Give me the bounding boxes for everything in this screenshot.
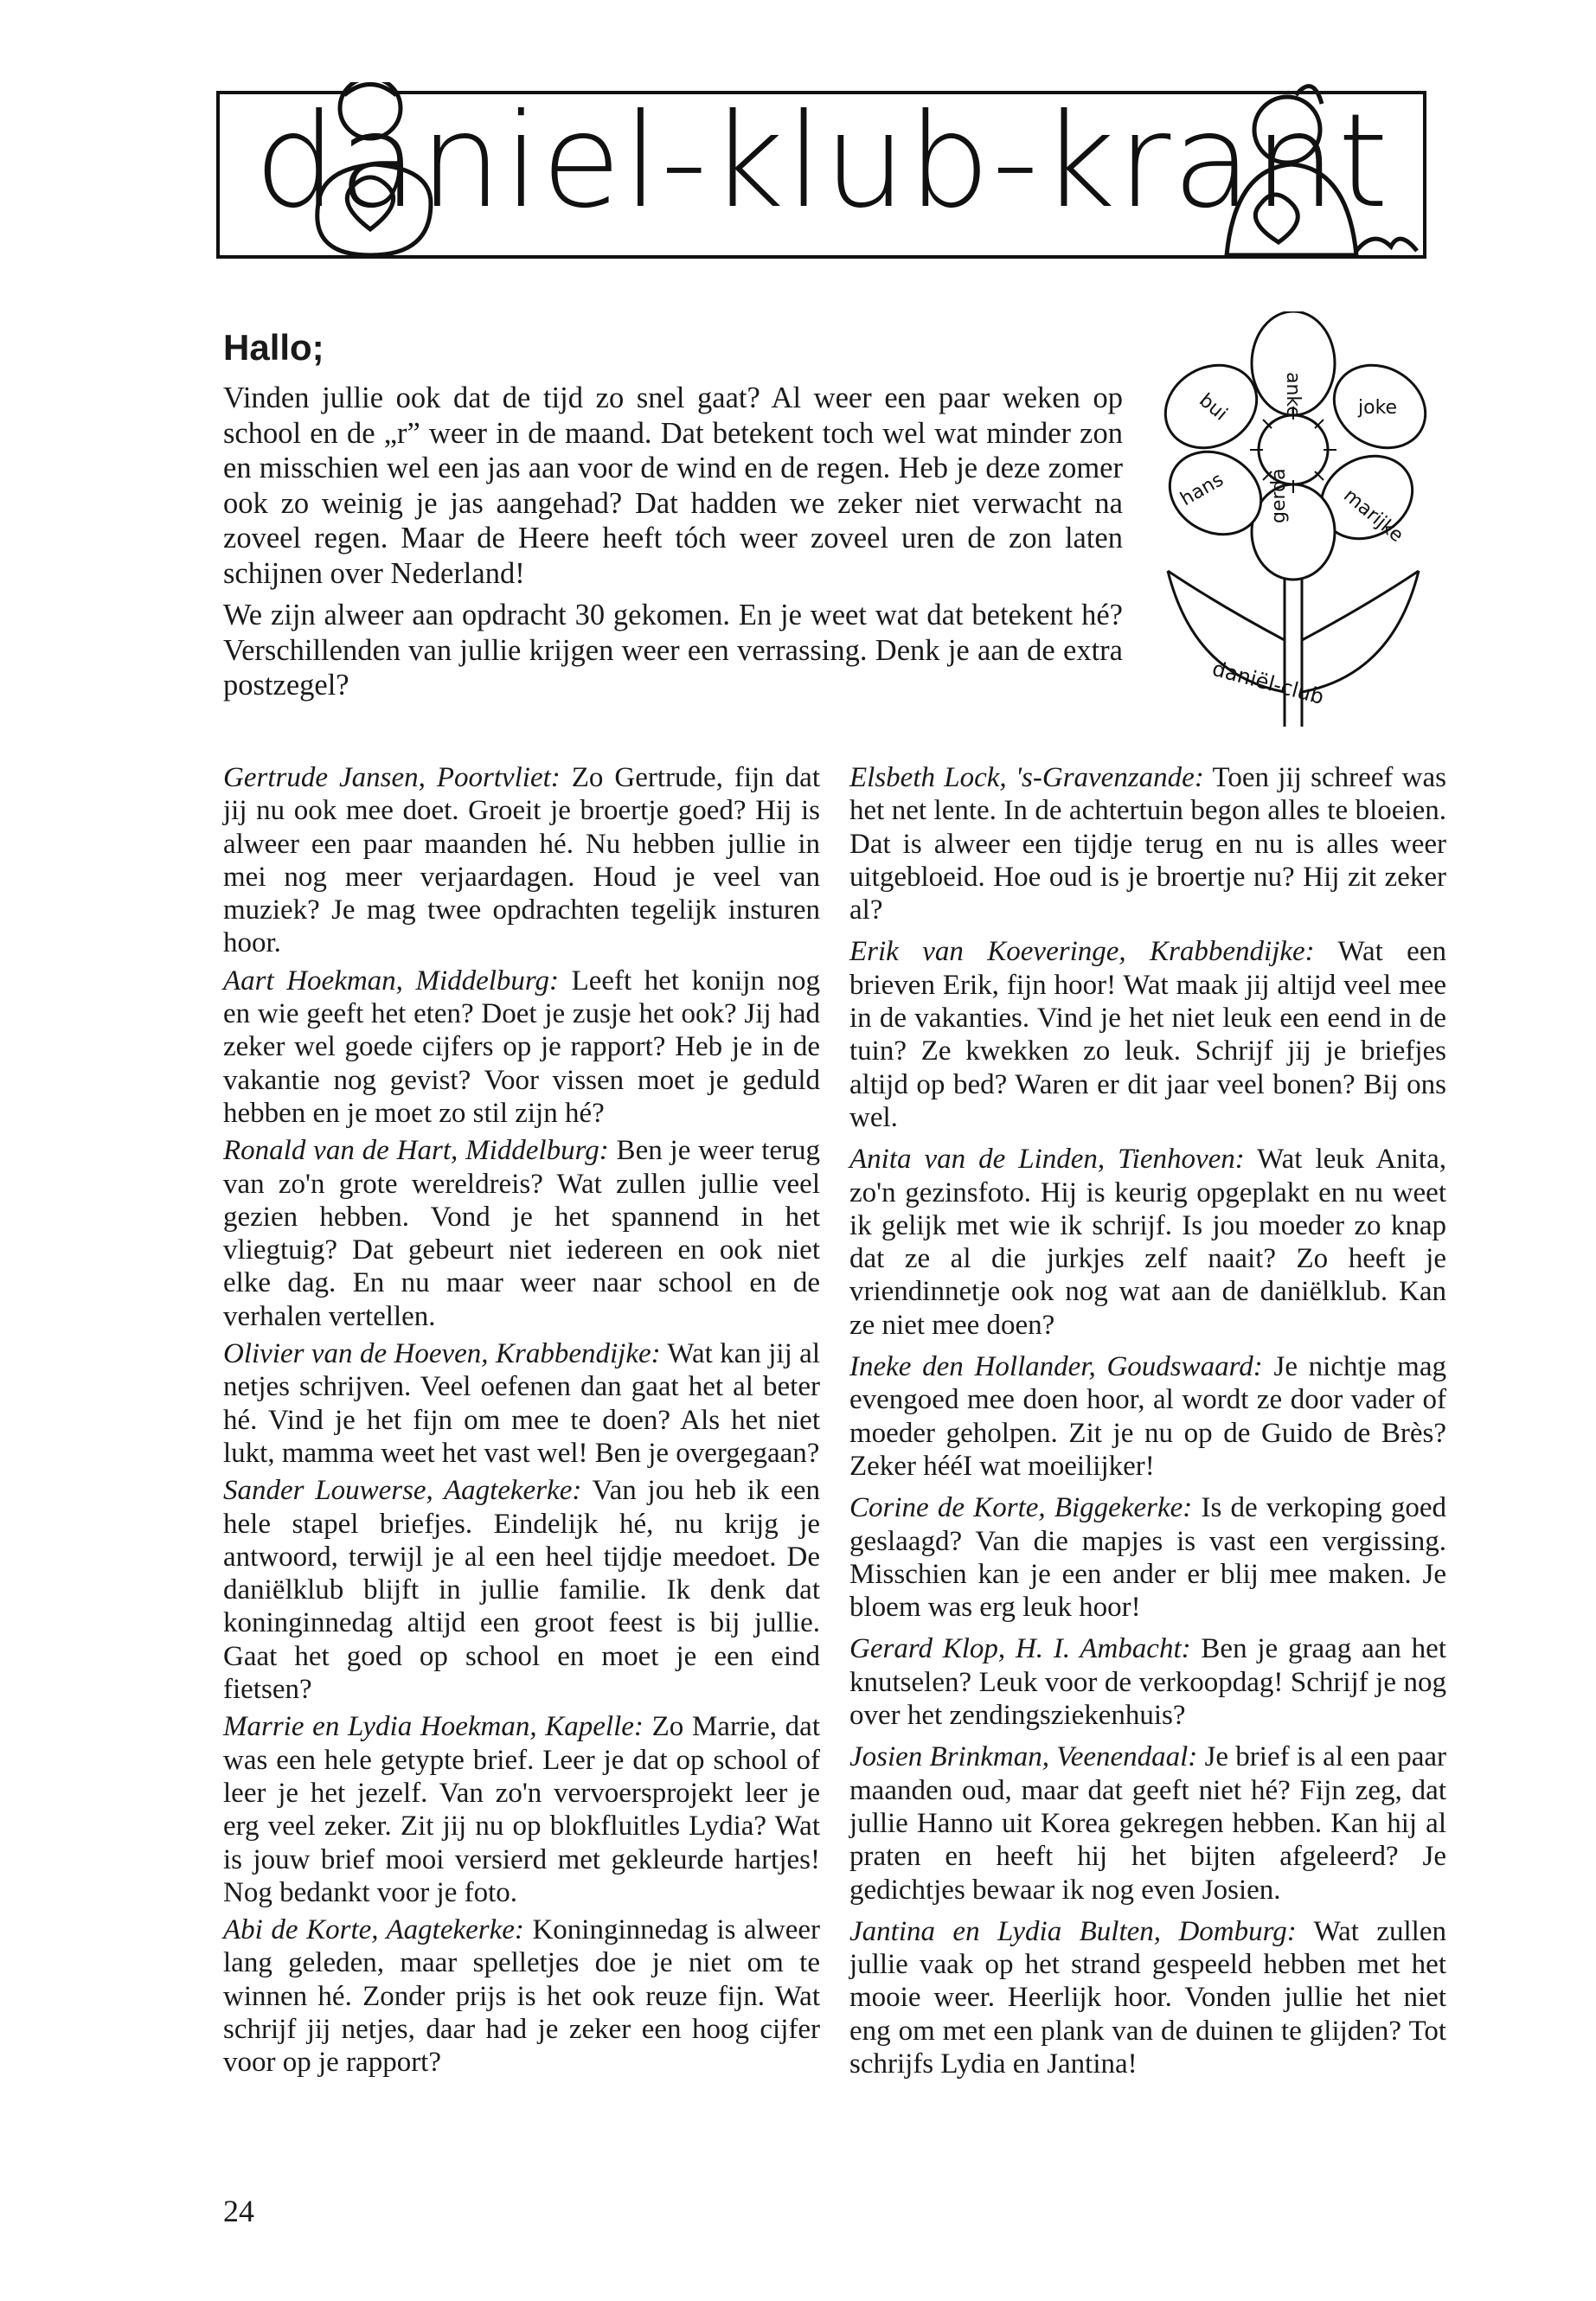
reply-text: Koninginnedag is alweer lang geleden, maar spelletjes doe je niet om te winnen hé. Zonder prijs is het ook reuze fijn. Wat schrijf jij netjes, daar had je zeker een hoog cijfer voor op je rapport? — [223, 1914, 820, 2079]
letter-reply — [223, 965, 820, 1130]
masthead — [215, 82, 1430, 268]
reply-text: Wat leuk Anita, zo'n gezinsfoto. Hij is keurig opgeplakt en nu weet ik gelijk met wie ik schrijf. Is jou moeder zo knap dat ze al die jurkjes zelf naait? Zo heeft je vriendinnetje ook nog wat aan de daniëlklub. Kan ze niet mee doen? — [849, 1144, 1446, 1341]
petal-label: hans — [1176, 469, 1227, 511]
letter-reply — [223, 761, 820, 960]
petal-label: marijke — [1339, 484, 1407, 548]
reply-text: Je nichtje mag evengoed mee doen hoor, al wordt ze door vader of moeder geholpen. Zit je nu op de Guido de Brès? Zeker hééI wat moeilijker! — [849, 1351, 1447, 1482]
reply-text: Leeft het konijn nog en wie geeft het eten? Doet je zusje het ook? Jij had zeker wel goede cijfers op je rapport? Heb je in de vakantie nog gevist? Voor vissen moet je geduld hebben en je moet zo stil zijn hé? — [223, 965, 820, 1129]
reply-recipient: Corine de Korte, Biggekerke: — [849, 1492, 1193, 1524]
reply-recipient: Elsbeth Lock, 's-Gravenzande: — [849, 762, 1204, 793]
reply-text: Wat zullen jullie vaak op het strand gespeeld hebben met het mooie weer. Heerlijk hoor. Vonden jullie het niet eng om met een plank van de duinen te glijden? Tot schrijfs Lydia en Jantina! — [849, 1915, 1446, 2080]
intro-paragraph: We zijn alweer aan opdracht 30 gekomen. En je weet wat dat betekent hé? Verschillenden van jullie krijgen weer een verrassing. Denk je aan de extra postzegel? — [223, 599, 1123, 702]
letter-reply — [223, 1710, 820, 1909]
reply-recipient: Gertrude Jansen, Poortvliet: — [223, 762, 561, 793]
reply-recipient: Erik van Koeveringe, Krabbendijke: — [849, 936, 1315, 968]
reply-recipient: Anita van de Linden, Tienhoven: — [849, 1144, 1245, 1176]
reply-text: Is de verkoping goed geslaagd? Van die mapjes is vast een vergissing. Misschien kan je een ander er blij mee maken. Je bloem was erg leuk hoor! — [849, 1492, 1446, 1624]
petal-icon — [1252, 484, 1335, 580]
reply-recipient: Aart Hoekman, Middelburg: — [223, 965, 560, 997]
greeting-heading: Hallo; — [223, 327, 324, 368]
letter-reply — [849, 1740, 1446, 1906]
reply-recipient: Jantina en Lydia Bulten, Domburg: — [849, 1915, 1297, 1947]
reply-recipient: Josien Brinkman, Veenendaal: — [849, 1741, 1198, 1773]
reply-text: Ben je graag aan het knutselen? Leuk voor de verkoopdag! Schrijf je nog over het zendingsziekenhuis? — [849, 1633, 1446, 1732]
masthead-title: daniel-klub-krant — [253, 87, 1391, 237]
letter-reply — [223, 1913, 820, 2079]
reply-text: Zo Marrie, dat was een hele getypte brief. Leer je dat op school of leer je het jezelf. Van zo'n vervoersprojekt leer je erg veel zeker. Zit jij nu op blokfluitles Lydia? Wat is jouw brief mooi versierd met gekleurde hartjes! Nog bedankt voor je foto. — [223, 1711, 820, 1908]
letter-reply — [223, 1134, 820, 1333]
reply-recipient: Marrie en Lydia Hoekman, Kapelle: — [223, 1711, 644, 1743]
letter-reply — [849, 1350, 1446, 1483]
daniel-club-flower-logo — [1151, 311, 1436, 727]
letter-reply — [223, 1337, 820, 1470]
left-column — [223, 761, 820, 2084]
petal-label: gerda — [1268, 468, 1290, 523]
stem-label: daniël-club — [1209, 656, 1327, 710]
petal-label: joke — [1358, 397, 1398, 419]
reply-recipient: Gerard Klop, H. I. Ambacht: — [849, 1633, 1191, 1665]
letter-reply — [849, 935, 1446, 1134]
reply-text: Ben je weer terug van zo'n grote wereldreis? Wat zullen jullie veel gezien hebben. Vond je het spannend in het vliegtuig? Dat gebeurt niet iedereen en ook niet elke dag. En nu maar weer naar school en de verhalen vertellen. — [223, 1135, 820, 1332]
reply-recipient: Abi de Korte, Aagtekerke: — [223, 1914, 524, 1946]
reply-recipient: Ineke den Hollander, Goudswaard: — [849, 1351, 1263, 1383]
letter-reply — [849, 761, 1446, 926]
reply-text: Wat een brieven Erik, fijn hoor! Wat maak jij altijd veel mee in de vakanties. Vind je het niet leuk een eend in de tuin? Ze kwekken zo leuk. Schrijf jij je briefjes altijd op bed? Waren er dit jaar veel bonen? Bij ons wel. — [849, 936, 1446, 1133]
right-column — [849, 761, 1446, 2089]
letter-reply — [223, 1474, 820, 1706]
letter-reply — [849, 1632, 1446, 1732]
reply-text: Je brief is al een paar maanden oud, maar dat geeft niet hé? Fijn zeg, dat jullie Hanno uit Korea gekregen hebben. Kan hij al praten en heeft hij het bijten afgeleerd? Je gedichtjes bewaar ik nog even Josien. — [849, 1741, 1446, 1906]
letter-reply — [849, 1915, 1446, 2080]
petal-label: bui — [1195, 389, 1232, 426]
intro-paragraph: Vinden jullie ook dat de tijd zo snel gaat? Al weer een paar weken op school en de „r” weer in de maand. Dat betekent toch wel wat minder zon en misschien wel een jas aan voor de wind en de regen. Heb je deze zomer ook zo weinig je jas aangehad? Dat hadden we zeker niet verwacht na zoveel regen. Maar de Heere heeft tóch weer zoveel uren de zon laten schijnen over Nederland! — [223, 381, 1123, 590]
reply-text: Toen jij schreef was het net lente. In de achtertuin begon alles te bloeien. Dat is alweer een tijdje terug en nu is alles weer uitgebloeid. Hoe oud is je broertje nu? Hij zit zeker al? — [849, 762, 1446, 926]
reply-text: Zo Gertrude, fijn dat jij nu ook mee doet. Groeit je broertje goed? Hij is alweer een paar maanden hé. Nu hebben jullie in mei nog meer verjaardagen. Houd je veel van muziek? Je mag twee opdrachten tegelijk insturen hoor. — [223, 762, 820, 959]
reply-recipient: Ronald van de Hart, Middelburg: — [223, 1135, 609, 1167]
reply-text: Van jou heb ik een hele stapel briefjes. Eindelijk hé, nu krijg je antwoord, terwijl je al een heel tijdje meedoet. De daniëlklub blijft in jullie familie. Ik denk dat koninginnedag altijd een groot feest is bij jullie. Gaat het goed op school en moet je een eind fietsen? — [223, 1475, 820, 1706]
letter-reply — [849, 1143, 1446, 1342]
intro-section — [223, 327, 1123, 710]
page-number: 24 — [223, 2194, 254, 2228]
reply-recipient: Sander Louwerse, Aagtekerke: — [223, 1475, 582, 1507]
reply-text: Wat kan jij al netjes schrijven. Veel oefenen dan gaat het al beter hé. Vind je het fijn om mee te doen? Als het niet lukt, mamma weet het vast wel! Ben je overgegaan? — [223, 1338, 820, 1469]
reply-recipient: Olivier van de Hoeven, Krabbendijke: — [223, 1338, 661, 1370]
letter-reply — [849, 1491, 1446, 1624]
petal-label: anke — [1282, 372, 1304, 418]
